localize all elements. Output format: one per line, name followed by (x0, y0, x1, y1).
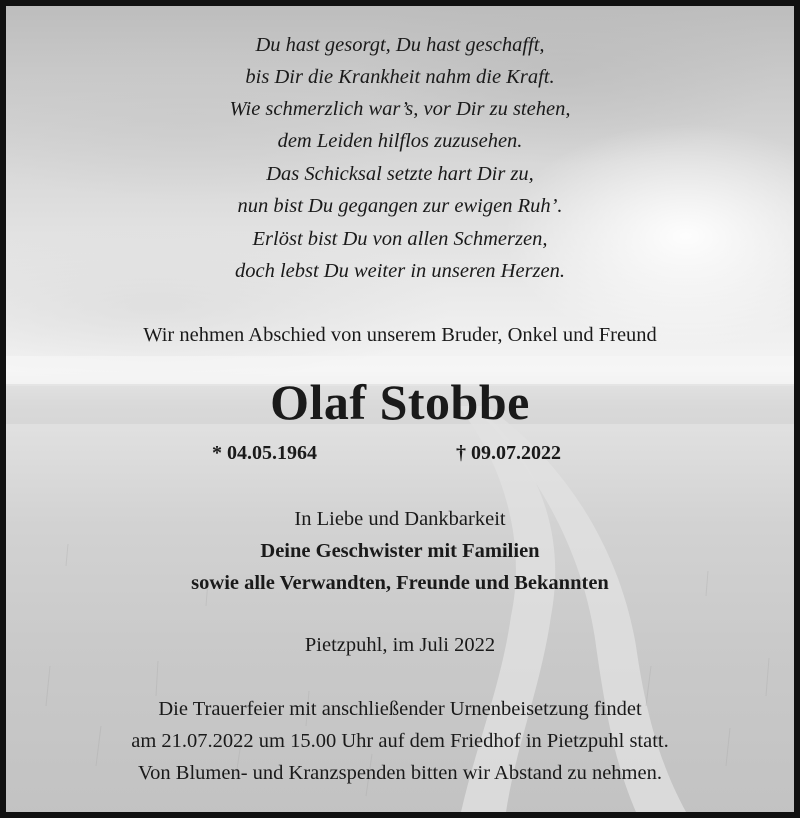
poem-line: bis Dir die Krankheit nahm die Kraft. (245, 66, 555, 88)
ceremony-line: Die Trauerfeier mit anschließender Urnenbeisetzung findet (158, 698, 642, 720)
poem-line: doch lebst Du weiter in unseren Herzen. (234, 260, 566, 282)
poem-line: Das Schicksal setzte hart Dir zu, (266, 163, 534, 185)
poem-line: Erlöst bist Du von allen Schmerzen, (252, 228, 548, 250)
farewell-intro: Wir nehmen Abschied von unserem Bruder, Onkel und Freund (143, 324, 657, 346)
mourners-others: sowie alle Verwandten, Freunde und Bekannten (191, 572, 609, 594)
poem-line: dem Leiden hilflos zuzusehen. (277, 130, 523, 152)
ceremony-line: am 21.07.2022 um 15.00 Uhr auf dem Friedhof in Pietzpuhl statt. (131, 730, 669, 752)
deceased-name: Olaf Stobbe (270, 374, 530, 430)
mourners-family: Deine Geschwister mit Familien (260, 540, 540, 562)
poem-line: Wie schmerzlich war’s, vor Dir zu stehen, (229, 98, 571, 120)
birth-date: * 04.05.1964 (212, 442, 317, 464)
place-and-date: Pietzpuhl, im Juli 2022 (304, 634, 496, 656)
ceremony-line: Von Blumen- und Kranzspenden bitten wir Abstand zu nehmen. (138, 762, 662, 784)
death-date: † 09.07.2022 (456, 442, 561, 464)
dedication: In Liebe und Dankbarkeit (294, 508, 506, 530)
poem-line: Du hast gesorgt, Du hast geschafft, (255, 34, 545, 56)
poem-line: nun bist Du gegangen zur ewigen Ruh’. (237, 195, 563, 217)
